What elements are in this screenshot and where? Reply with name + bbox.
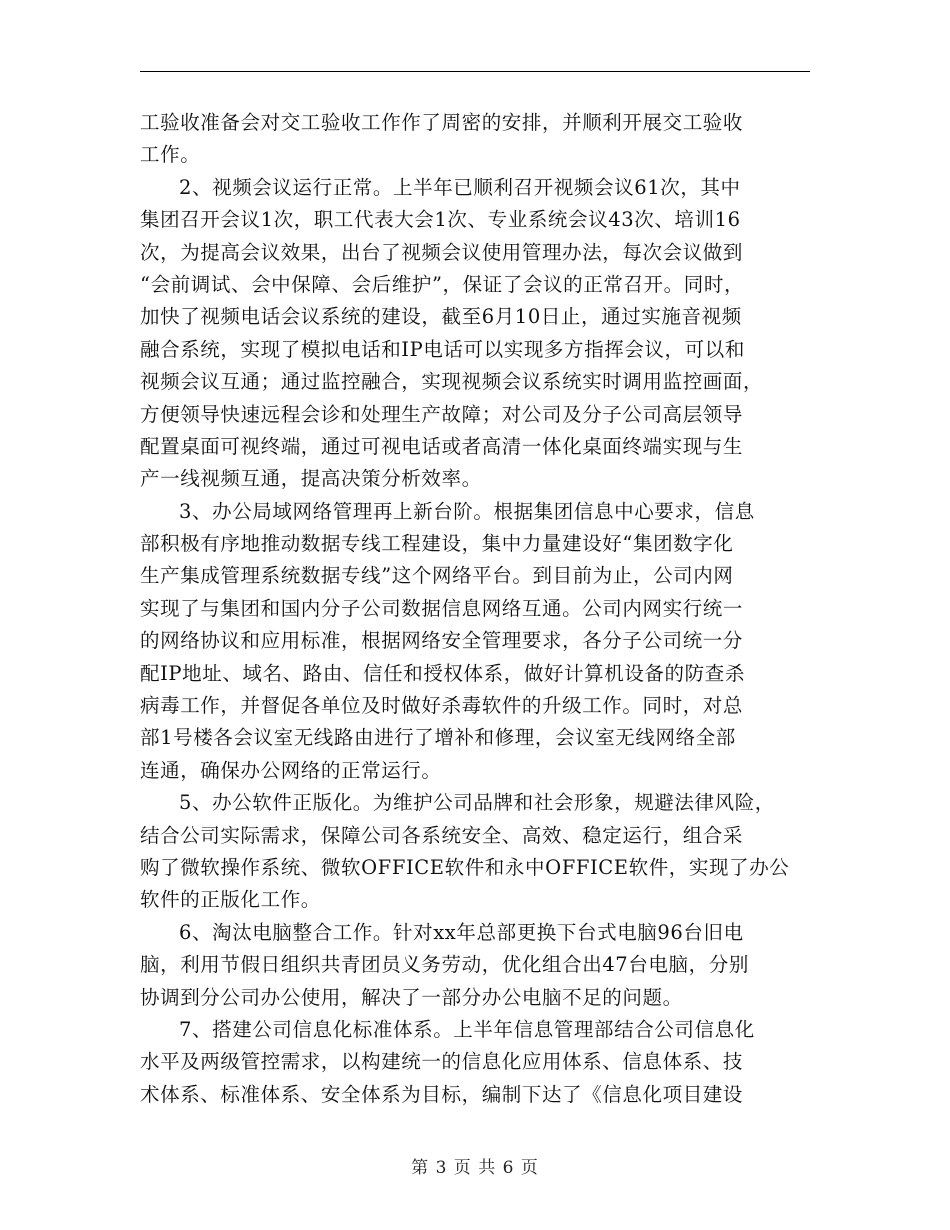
text-line: 病毒工作，并督促各单位及时做好杀毒软件的升级工作。同时，对总 bbox=[140, 694, 744, 718]
text-line: 产一线视频互通，提高决策分析效率。 bbox=[140, 467, 482, 491]
text-line: 配IP地址、域名、路由、信任和授权体系，做好计算机设备的防查杀 bbox=[140, 661, 745, 685]
paragraph-first-line: 5、办公软件正版化。为维护公司品牌和社会形象，规避法律风险， bbox=[179, 791, 775, 815]
text-line: 实现了与集团和国内分子公司数据信息网络互通。公司内网实行统一 bbox=[140, 596, 744, 620]
text-line: 方便领导快速远程会诊和处理生产故障；对公司及分子公司高层领导 bbox=[140, 402, 744, 426]
paragraph-first-line: 6、淘汰电脑整合工作。针对xx年总部更换下台式电脑96台旧电 bbox=[179, 920, 744, 944]
text-line: 配置桌面可视终端，通过可视电话或者高清一体化桌面终端实现与生 bbox=[140, 434, 744, 458]
text-line: 次，为提高会议效果，出台了视频会议使用管理办法，每次会议做到 bbox=[140, 240, 744, 264]
text-line: 连通，确保办公网络的正常运行。 bbox=[140, 758, 442, 782]
text-line: 工作。 bbox=[140, 143, 201, 167]
text-line: 工验收准备会对交工验收工作作了周密的安排，并顺利开展交工验收 bbox=[140, 111, 744, 134]
text-line: 的网络协议和应用标准，根据网络安全管理要求，各分子公司统一分 bbox=[140, 629, 744, 653]
text-line: 生产集成管理系统数据专线”这个网络平台。到目前为止，公司内网 bbox=[140, 564, 734, 588]
text-line: 软件的正版化工作。 bbox=[140, 888, 321, 912]
text-line: 水平及两级管控需求，以构建统一的信息化应用体系、信息体系、技 bbox=[140, 1050, 744, 1074]
text-line: 加快了视频电话会议系统的建设，截至6月10日止，通过实施音视频 bbox=[140, 305, 742, 329]
text-line: “会前调试、会中保障、会后维护”，保证了会议的正常召开。同时， bbox=[140, 272, 745, 296]
paragraph-first-line: 7、搭建公司信息化标准体系。上半年信息管理部结合公司信息化 bbox=[179, 1017, 755, 1041]
text-line: 结合公司实际需求，保障公司各系统安全、高效、稳定运行，组合采 bbox=[140, 823, 744, 847]
paragraph-first-line: 3、办公局域网络管理再上新台阶。根据集团信息中心要求，信息 bbox=[179, 499, 755, 523]
text-line: 融合系统，实现了模拟电话和IP电话可以实现多方指挥会议，可以和 bbox=[140, 337, 745, 361]
text-line: 部1号楼各会议室无线路由进行了增补和修理，会议室无线网络全部 bbox=[140, 726, 736, 750]
text-line: 协调到分公司办公使用，解决了一部分办公电脑不足的问题。 bbox=[140, 985, 683, 1009]
text-line: 脑，利用节假日组织共青团员义务劳动，优化组合出47台电脑，分别 bbox=[140, 953, 749, 977]
page-number-footer: 第 3 页 共 6 页 bbox=[411, 1158, 539, 1178]
text-line: 部积极有序地推动数据专线工程建设，集中力量建设好“集团数字化 bbox=[140, 532, 734, 556]
header-rule bbox=[140, 71, 810, 72]
paragraph-first-line: 2、视频会议运行正常。上半年已顺利召开视频会议61次，其中 bbox=[179, 175, 741, 199]
text-line: 视频会议互通；通过监控融合，实现视频会议系统实时调用监控画面， bbox=[140, 370, 764, 394]
text-line: 术体系、标准体系、安全体系为目标，编制下达了《信息化项目建设 bbox=[140, 1082, 744, 1106]
text-line: 购了微软操作系统、微软OFFICE软件和永中OFFICE软件，实现了办公 bbox=[140, 855, 790, 879]
document-body bbox=[140, 107, 812, 1111]
text-line: 集团召开会议1次，职工代表大会1次、专业系统会议43次、培训16 bbox=[140, 208, 741, 232]
